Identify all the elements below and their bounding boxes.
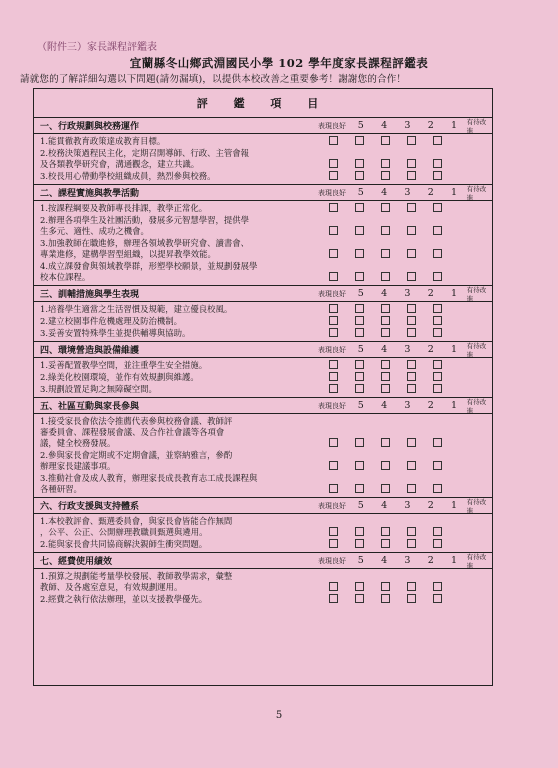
page-title: 宜蘭縣冬山鄉武淵國民小學 102 學年度家長課程評鑑表	[129, 56, 429, 70]
item-text: 3.加強教師在職進修，辦理各領域教學研究會、讀書會、 專業進修，建構學習型組織，以提昇教學效能。	[40, 238, 249, 259]
rating-checkbox[interactable]	[407, 372, 416, 381]
evaluation-item	[34, 539, 492, 550]
rating-checkbox[interactable]	[381, 159, 390, 168]
scale-best-label: 表現良好	[318, 345, 346, 354]
rating-checkbox[interactable]	[329, 159, 338, 168]
evaluation-item	[34, 450, 492, 472]
rating-checkbox[interactable]	[407, 328, 416, 337]
rating-checkbox[interactable]	[407, 582, 416, 591]
evaluation-item	[34, 384, 492, 395]
rating-checkbox[interactable]	[381, 384, 390, 393]
rating-checkbox[interactable]	[407, 136, 416, 145]
rating-checkbox[interactable]	[381, 484, 390, 493]
rating-checkbox[interactable]	[329, 171, 338, 180]
rating-checkbox[interactable]	[433, 159, 442, 168]
rating-scale	[318, 185, 492, 200]
rating-checkbox[interactable]	[355, 316, 364, 325]
rating-checkboxes	[317, 594, 459, 605]
scale-worst-label: 有待改進	[466, 184, 487, 202]
item-text: 1.接受家長會依法令推薦代表參與校務會議、教師評 審委員會、課程發展會議、及合作社會議等各項會 議，健全校務發展。	[40, 416, 233, 448]
section-title: 三、訓輔措施與學生表現	[40, 290, 140, 300]
rating-scale	[318, 286, 492, 301]
evaluation-item	[34, 360, 492, 371]
scale-number: 1	[451, 555, 458, 566]
scale-number: 1	[451, 344, 458, 355]
item-text: 3.校長用心帶動學校組織成員，熱烈參與校務。	[40, 171, 216, 181]
page-number: 5	[275, 710, 283, 721]
section-header	[34, 498, 492, 514]
evaluation-item	[34, 203, 492, 214]
rating-checkboxes	[317, 249, 459, 260]
rating-checkbox[interactable]	[355, 249, 364, 258]
rating-checkbox[interactable]	[407, 539, 416, 548]
rating-checkbox[interactable]	[407, 171, 416, 180]
rating-checkbox[interactable]	[381, 316, 390, 325]
item-text: 3.規劃設置足夠之無障礙空間。	[40, 384, 157, 394]
scale-number: 3	[404, 400, 411, 411]
scale-number: 4	[381, 187, 388, 198]
scale-number: 4	[381, 288, 388, 299]
rating-checkbox[interactable]	[329, 272, 338, 281]
rating-checkbox[interactable]	[329, 527, 338, 536]
scale-number: 3	[404, 120, 411, 131]
rating-checkboxes	[317, 136, 459, 147]
rating-checkbox[interactable]	[355, 360, 364, 369]
sections-container	[34, 118, 492, 607]
rating-checkbox[interactable]	[329, 203, 338, 212]
evaluation-item	[34, 215, 492, 237]
item-text: 2.能與家長會共同協商解決親師生衝突問題。	[40, 539, 208, 549]
rating-checkbox[interactable]	[433, 272, 442, 281]
rating-checkboxes	[317, 171, 459, 182]
scale-number: 3	[404, 344, 411, 355]
rating-checkbox[interactable]	[433, 594, 442, 603]
rating-checkbox[interactable]	[433, 484, 442, 493]
scale-number: 1	[451, 187, 458, 198]
rating-checkbox[interactable]	[381, 360, 390, 369]
rating-checkbox[interactable]	[433, 360, 442, 369]
rating-scale	[318, 398, 492, 413]
evaluation-item	[34, 372, 492, 383]
rating-checkbox[interactable]	[355, 384, 364, 393]
rating-checkbox[interactable]	[407, 527, 416, 536]
scale-best-label: 表現良好	[318, 556, 346, 565]
section-title: 二、課程實施與教學活動	[40, 189, 140, 199]
evaluation-item	[34, 416, 492, 449]
rating-checkbox[interactable]	[329, 484, 338, 493]
evaluation-item	[34, 473, 492, 495]
scale-number: 2	[427, 500, 434, 511]
section-items	[34, 201, 492, 285]
rating-checkbox[interactable]	[381, 272, 390, 281]
scale-worst-label: 有待改進	[466, 397, 487, 415]
rating-checkbox[interactable]	[355, 272, 364, 281]
rating-scale	[318, 118, 492, 133]
scale-number: 2	[427, 187, 434, 198]
item-text: 2.校務決策過程民主化，定期召開導師、行政、主管會報 及各類教學研究會，溝通觀念，建立共識。	[40, 148, 249, 169]
rating-checkbox[interactable]	[355, 304, 364, 313]
rating-checkbox[interactable]	[407, 360, 416, 369]
scale-number: 2	[427, 288, 434, 299]
rating-checkbox[interactable]	[329, 226, 338, 235]
scale-number: 3	[404, 288, 411, 299]
rating-checkbox[interactable]	[329, 594, 338, 603]
rating-checkbox[interactable]	[433, 171, 442, 180]
rating-checkbox[interactable]	[433, 461, 442, 470]
rating-checkbox[interactable]	[355, 484, 364, 493]
rating-checkbox[interactable]	[329, 438, 338, 447]
section-items	[34, 414, 492, 497]
evaluation-item	[34, 316, 492, 327]
item-text: 2.經費之執行依法辦理，並以支援教學優先。	[40, 594, 208, 604]
rating-checkbox[interactable]	[329, 539, 338, 548]
rating-checkbox[interactable]	[433, 384, 442, 393]
rating-checkboxes	[317, 527, 459, 538]
section-title: 一、行政規劃與校務運作	[40, 122, 140, 132]
evaluation-item	[34, 148, 492, 170]
section-header	[34, 286, 492, 302]
item-text: 1.能貫徹教育政策達成教育目標。	[40, 136, 166, 146]
section-items	[34, 302, 492, 341]
section-title: 四、環境營造與設備維護	[40, 346, 140, 356]
item-text: 4.成立課發會與領域教學群，形塑學校願景，並規劃發展學 校本位課程。	[40, 261, 258, 282]
rating-checkbox[interactable]	[433, 203, 442, 212]
form-header: 評 鑑 項 目	[34, 89, 492, 118]
scale-number: 3	[404, 500, 411, 511]
scale-number: 3	[404, 187, 411, 198]
evaluation-item	[34, 328, 492, 339]
rating-checkbox[interactable]	[381, 594, 390, 603]
section-items	[34, 514, 492, 552]
scale-number: 4	[381, 344, 388, 355]
rating-checkbox[interactable]	[381, 226, 390, 235]
scale-number: 5	[357, 288, 364, 299]
rating-checkbox[interactable]	[381, 203, 390, 212]
item-text: 1.預算之規劃能考量學校發展、教師教學需求，彙整 教師、及各處室意見，有效規劃運用。	[40, 571, 233, 592]
rating-checkboxes	[317, 438, 459, 449]
rating-checkbox[interactable]	[433, 328, 442, 337]
evaluation-item	[34, 594, 492, 605]
rating-checkbox[interactable]	[329, 360, 338, 369]
rating-checkbox[interactable]	[433, 304, 442, 313]
rating-checkbox[interactable]	[355, 203, 364, 212]
evaluation-item	[34, 516, 492, 538]
rating-checkbox[interactable]	[381, 328, 390, 337]
scale-number: 4	[381, 555, 388, 566]
rating-checkbox[interactable]	[355, 372, 364, 381]
section-title: 六、行政支援與支持體系	[40, 502, 140, 512]
section-items	[34, 569, 492, 607]
scale-best-label: 表現良好	[318, 401, 346, 410]
rating-checkbox[interactable]	[433, 527, 442, 536]
rating-checkbox[interactable]	[433, 438, 442, 447]
scale-worst-label: 有待改進	[466, 552, 487, 570]
rating-checkbox[interactable]	[329, 461, 338, 470]
scale-number: 3	[404, 555, 411, 566]
evaluation-form	[33, 88, 493, 686]
section-6	[34, 498, 492, 553]
scale-number: 2	[427, 400, 434, 411]
item-text: 2.參與家長會定期或不定期會議，並察納雅言，參酌 辦理家長建議事項。	[40, 450, 233, 471]
rating-checkbox[interactable]	[329, 582, 338, 591]
rating-checkbox[interactable]	[355, 539, 364, 548]
rating-checkbox[interactable]	[329, 304, 338, 313]
rating-scale	[318, 498, 492, 513]
rating-checkbox[interactable]	[381, 539, 390, 548]
scale-number: 4	[381, 120, 388, 131]
rating-checkbox[interactable]	[381, 304, 390, 313]
item-text: 1.培養學生適當之生活習慣及規範，建立優良校風。	[40, 304, 233, 314]
section-4	[34, 342, 492, 398]
rating-checkbox[interactable]	[329, 316, 338, 325]
rating-scale	[318, 342, 492, 357]
rating-checkbox[interactable]	[407, 594, 416, 603]
rating-checkboxes	[317, 159, 459, 170]
rating-checkbox[interactable]	[355, 461, 364, 470]
item-text: 3.推動社會及成人教育，辦理家長成長教育志工成長課程與 各種研習。	[40, 473, 258, 494]
rating-checkbox[interactable]	[381, 249, 390, 258]
item-text: 1.本校教評會、甄選委員會，與家長會皆能合作無間 ，公平、公正、公開辦理教職員甄選與遴用。	[40, 516, 233, 537]
section-2	[34, 185, 492, 286]
rating-checkbox[interactable]	[433, 249, 442, 258]
item-text: 2.辦理各項學生及社團活動，發展多元智慧學習，提供學 生多元、適性、成功之機會。	[40, 215, 249, 236]
scale-best-label: 表現良好	[318, 188, 346, 197]
evaluation-item	[34, 571, 492, 593]
rating-checkboxes	[317, 203, 459, 214]
rating-checkboxes	[317, 328, 459, 339]
rating-checkbox[interactable]	[407, 203, 416, 212]
rating-checkbox[interactable]	[329, 384, 338, 393]
rating-checkboxes	[317, 272, 459, 283]
rating-checkbox[interactable]	[433, 136, 442, 145]
section-title: 七、經費使用績效	[40, 557, 113, 567]
rating-checkboxes	[317, 226, 459, 237]
scale-number: 5	[357, 120, 364, 131]
scale-number: 2	[427, 120, 434, 131]
scale-number: 5	[357, 187, 364, 198]
scale-number: 5	[357, 500, 364, 511]
rating-checkbox[interactable]	[407, 384, 416, 393]
scale-number: 5	[357, 555, 364, 566]
section-5	[34, 398, 492, 498]
scale-worst-label: 有待改進	[466, 341, 487, 359]
scale-worst-label: 有待改進	[466, 117, 487, 135]
rating-checkbox[interactable]	[381, 527, 390, 536]
scale-number: 2	[427, 344, 434, 355]
rating-checkbox[interactable]	[407, 484, 416, 493]
item-text: 2.建立校園事件危機處理及防治機制。	[40, 316, 182, 326]
rating-checkbox[interactable]	[381, 461, 390, 470]
rating-checkboxes	[317, 372, 459, 383]
rating-checkbox[interactable]	[355, 438, 364, 447]
attachment-label: （附件三）家長課程評鑑表	[37, 42, 157, 53]
rating-checkbox[interactable]	[329, 136, 338, 145]
rating-checkboxes	[317, 582, 459, 593]
evaluation-item	[34, 261, 492, 283]
section-3	[34, 286, 492, 342]
rating-checkbox[interactable]	[381, 438, 390, 447]
rating-checkbox[interactable]	[355, 328, 364, 337]
rating-checkboxes	[317, 539, 459, 550]
rating-checkbox[interactable]	[407, 461, 416, 470]
item-text: 1.妥善配置教學空間，並注重學生安全措施。	[40, 360, 208, 370]
rating-checkbox[interactable]	[355, 136, 364, 145]
rating-checkboxes	[317, 360, 459, 371]
rating-checkboxes	[317, 304, 459, 315]
rating-checkboxes	[317, 384, 459, 395]
rating-checkbox[interactable]	[329, 328, 338, 337]
rating-checkbox[interactable]	[407, 304, 416, 313]
section-header	[34, 553, 492, 569]
item-text: 2.綠美化校園環境，並作有效規劃與維護。	[40, 372, 199, 382]
rating-checkbox[interactable]	[381, 372, 390, 381]
scale-number: 5	[357, 344, 364, 355]
rating-checkbox[interactable]	[407, 316, 416, 325]
rating-checkbox[interactable]	[433, 539, 442, 548]
rating-checkbox[interactable]	[381, 582, 390, 591]
scale-best-label: 表現良好	[318, 289, 346, 298]
rating-checkbox[interactable]	[381, 171, 390, 180]
section-1	[34, 118, 492, 185]
rating-checkbox[interactable]	[329, 372, 338, 381]
instructions: 請就您的了解詳細勾選以下問題(請勿漏填)，以提供本校改善之重要參考！謝謝您的合作！	[20, 74, 407, 85]
rating-checkboxes	[317, 484, 459, 495]
rating-checkbox[interactable]	[407, 438, 416, 447]
scale-number: 5	[357, 400, 364, 411]
evaluation-item	[34, 238, 492, 260]
rating-checkbox[interactable]	[433, 582, 442, 591]
section-items	[34, 358, 492, 397]
section-title: 五、社區互動與家長參與	[40, 402, 140, 412]
section-header	[34, 342, 492, 358]
rating-checkbox[interactable]	[407, 249, 416, 258]
evaluation-item	[34, 171, 492, 182]
scale-number: 1	[451, 500, 458, 511]
rating-checkbox[interactable]	[433, 372, 442, 381]
rating-checkbox[interactable]	[407, 226, 416, 235]
rating-checkbox[interactable]	[433, 316, 442, 325]
rating-checkbox[interactable]	[407, 272, 416, 281]
rating-checkbox[interactable]	[355, 226, 364, 235]
rating-checkbox[interactable]	[329, 249, 338, 258]
rating-checkboxes	[317, 461, 459, 472]
item-text: 3.妥善安置特殊學生並提供輔導與協助。	[40, 328, 191, 338]
rating-checkbox[interactable]	[407, 159, 416, 168]
rating-checkbox[interactable]	[355, 159, 364, 168]
section-header	[34, 398, 492, 414]
scale-worst-label: 有待改進	[466, 497, 487, 515]
item-text: 1.按課程綱要及教師專長排課，教學正常化。	[40, 203, 208, 213]
rating-checkbox[interactable]	[355, 594, 364, 603]
scale-number: 1	[451, 288, 458, 299]
scale-number: 4	[381, 500, 388, 511]
scale-worst-label: 有待改進	[466, 285, 487, 303]
scale-number: 1	[451, 120, 458, 131]
scale-number: 1	[451, 400, 458, 411]
rating-checkboxes	[317, 316, 459, 327]
section-7	[34, 553, 492, 607]
rating-checkbox[interactable]	[355, 171, 364, 180]
evaluation-item	[34, 136, 492, 147]
scale-best-label: 表現良好	[318, 501, 346, 510]
rating-checkbox[interactable]	[355, 527, 364, 536]
section-header	[34, 118, 492, 134]
rating-checkbox[interactable]	[381, 136, 390, 145]
rating-checkbox[interactable]	[433, 226, 442, 235]
section-header	[34, 185, 492, 201]
rating-checkbox[interactable]	[355, 582, 364, 591]
rating-scale	[318, 553, 492, 568]
scale-number: 4	[381, 400, 388, 411]
scale-best-label: 表現良好	[318, 121, 346, 130]
section-items	[34, 134, 492, 184]
scale-number: 2	[427, 555, 434, 566]
evaluation-item	[34, 304, 492, 315]
